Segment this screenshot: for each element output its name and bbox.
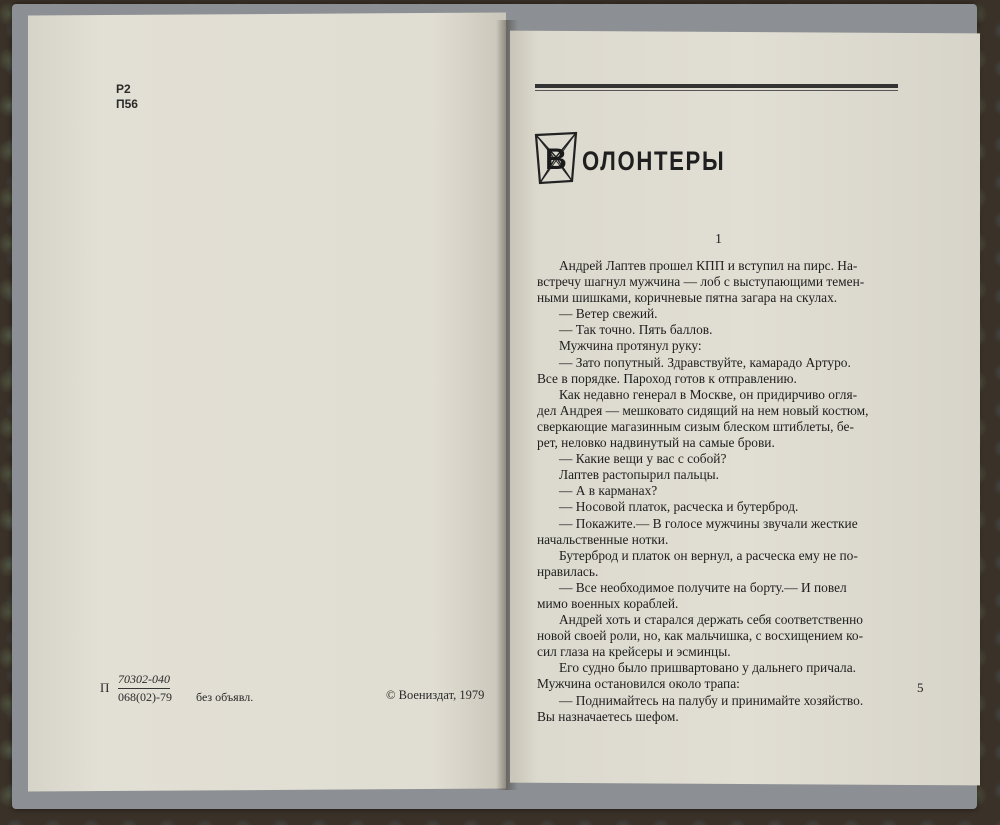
text-line: дел Андрея — мешковато сидящий на нем новый костюм, xyxy=(537,402,869,418)
title-text: ОЛОНТЕРЫ xyxy=(582,145,726,176)
text-line: Его судно было пришвартовано у дальнего причала. xyxy=(559,660,856,676)
text-line: сил глаза на крейсеры и эсминцы. xyxy=(537,644,731,660)
classification-codes xyxy=(116,82,138,112)
body-text xyxy=(537,258,925,725)
text-line: — А в карманах? xyxy=(559,483,658,499)
imprint-note: без объявл. xyxy=(196,690,254,704)
left-page xyxy=(28,13,506,792)
text-line: сверкающие магазинным сизым блеском штиблеты, бе- xyxy=(537,418,854,434)
header-rule xyxy=(535,84,898,88)
text-line: Мужчина остановился около трапа: xyxy=(537,676,740,692)
text-line: новой своей роли, но, как мальчишка, с восхищением ко- xyxy=(537,628,864,644)
text-line: Андрей хоть и старался держать себя соответственно xyxy=(559,612,863,628)
text-line: встречу шагнул мужчина — лоб с выступающими темен- xyxy=(537,274,865,290)
chapter-number: 1 xyxy=(715,232,722,247)
text-line: Бутерброд и платок он вернул, а расческа ему не по- xyxy=(559,547,858,563)
text-line: Андрей Лаптев прошел КПП и вступил на пирс. На- xyxy=(559,258,858,273)
text-line: — Носовой платок, расческа и бутерброд. xyxy=(559,499,799,515)
text-line: Лаптев растопырил пальцы. xyxy=(559,467,720,483)
classification-code: Р2 xyxy=(116,82,131,96)
text-line: Как недавно генерал в Москве, он придирчиво огля- xyxy=(559,386,858,402)
copyright-notice: © Воениздат, 1979 xyxy=(386,688,485,702)
header-rule-thin xyxy=(535,90,898,91)
text-line: начальственные нотки. xyxy=(537,531,669,547)
imprint-prefix: П xyxy=(100,680,110,695)
title-initial-ornament xyxy=(532,131,580,185)
text-line: — Поднимайтесь на палубу и принимайте хозяйство. xyxy=(559,692,864,708)
text-line: нравилась. xyxy=(537,563,599,579)
text-line: Вы назначаетесь шефом. xyxy=(537,708,679,724)
page-number: 5 xyxy=(917,680,924,695)
text-line: — Так точно. Пять баллов. xyxy=(559,322,713,338)
text-line: — Зато попутный. Здравствуйте, камарадо Артуро. xyxy=(559,354,851,370)
text-line: рет, неловко надвинутый на самые брови. xyxy=(537,435,775,451)
chapter-title xyxy=(532,130,757,186)
classification-code: П56 xyxy=(116,97,138,111)
text-line: мимо военных кораблей. xyxy=(537,595,679,611)
title-initial-letter: В xyxy=(545,143,567,176)
text-line: Мужчина протянул руку: xyxy=(559,338,702,354)
imprint-numerator: 70302-040 xyxy=(118,672,170,689)
text-line: — Ветер свежий. xyxy=(559,306,658,322)
text-line: — Какие вещи у вас с собой? xyxy=(559,451,727,467)
text-line: — Все необходимое получите на борту.— И повел xyxy=(559,579,847,595)
text-line: — Покажите.— В голосе мужчины звучали жесткие xyxy=(559,515,858,531)
imprint-denominator: 068(02)-79 xyxy=(118,690,172,704)
text-line: Все в порядке. Пароход готов к отправлению. xyxy=(537,370,797,386)
text-line: ными шишками, коричневые пятна загара на скулах. xyxy=(537,290,838,306)
